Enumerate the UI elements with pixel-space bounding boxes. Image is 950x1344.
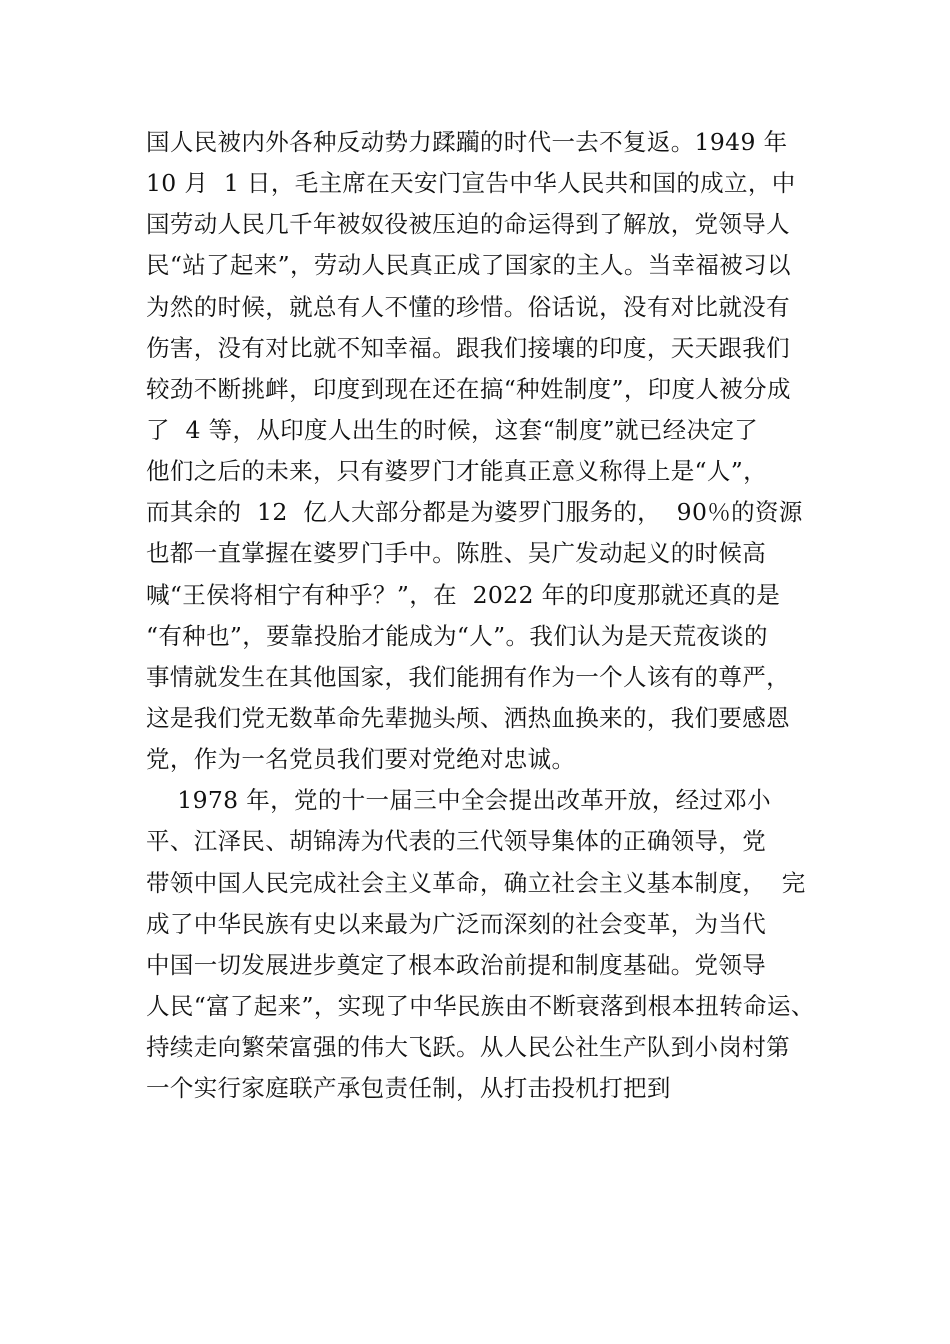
- text-line: 成了中华民族有史以来最为广泛而深刻的社会变革，为当代: [146, 909, 767, 938]
- text-line: 党，作为一名党员我们要对党绝对忠诚。: [146, 745, 576, 774]
- text-line: 10 月 1 日，毛主席在天安门宣告中华人民共和国的成立，中: [146, 169, 796, 198]
- text-line: 平、江泽民、胡锦涛为代表的三代领导集体的正确领导，党: [146, 827, 767, 856]
- text-line: 较劲不断挑衅，印度到现在还在搞“种姓制度”，印度人被分成: [146, 374, 791, 403]
- text-line: 一个实行家庭联产承包责任制，从打击投机打把到: [146, 1074, 671, 1103]
- text-line: 持续走向繁荣富强的伟大飞跃。从人民公社生产队到小岗村第: [146, 1033, 790, 1062]
- text-line: 他们之后的未来，只有婆罗门才能真正意义称得上是“人”，: [146, 457, 767, 486]
- body-text: [146, 122, 846, 1109]
- text-line: 人民“富了起来”，实现了中华民族由不断衰落到根本扭转命运、: [146, 991, 815, 1020]
- text-line: 带领中国人民完成社会主义革命，确立社会主义基本制度， 完: [146, 868, 806, 897]
- paragraph-start-line: 1978 年，党的十一届三中全会提出改革开放，经过邓小: [146, 786, 772, 815]
- text-line: 这是我们党无数革命先辈抛头颅、洒热血换来的，我们要感恩: [146, 703, 790, 732]
- text-line: 了 4 等，从印度人出生的时候，这套“制度”就已经决定了: [146, 415, 759, 444]
- text-line: 也都一直掌握在婆罗门手中。陈胜、吴广发动起义的时候高: [146, 539, 767, 568]
- text-line: “有种也”，要靠投胎才能成为“人”。我们认为是天荒夜谈的: [146, 621, 768, 650]
- text-line: 伤害，没有对比就不知幸福。跟我们接壤的印度，天天跟我们: [146, 333, 790, 362]
- text-line: 事情就发生在其他国家，我们能拥有作为一个人该有的尊严，: [146, 662, 790, 691]
- text-line: 中国一切发展进步奠定了根本政治前提和制度基础。党领导: [146, 950, 767, 979]
- text-line: 国人民被内外各种反动势力蹂躏的时代一去不复返。1949 年: [146, 128, 788, 156]
- text-line: 而其余的 12 亿人大部分都是为婆罗门服务的， 90％的资源: [146, 498, 803, 527]
- text-line: 民“站了起来”，劳动人民真正成了国家的主人。当幸福被习以: [146, 251, 791, 280]
- text-line: 为然的时候，就总有人不懂的珍惜。俗话说，没有对比就没有: [146, 292, 790, 321]
- text-line: 喊“王侯将相宁有种乎？”，在 2022 年的印度那就还真的是: [146, 580, 781, 609]
- text-line: 国劳动人民几千年被奴役被压迫的命运得到了解放，党领导人: [146, 210, 790, 239]
